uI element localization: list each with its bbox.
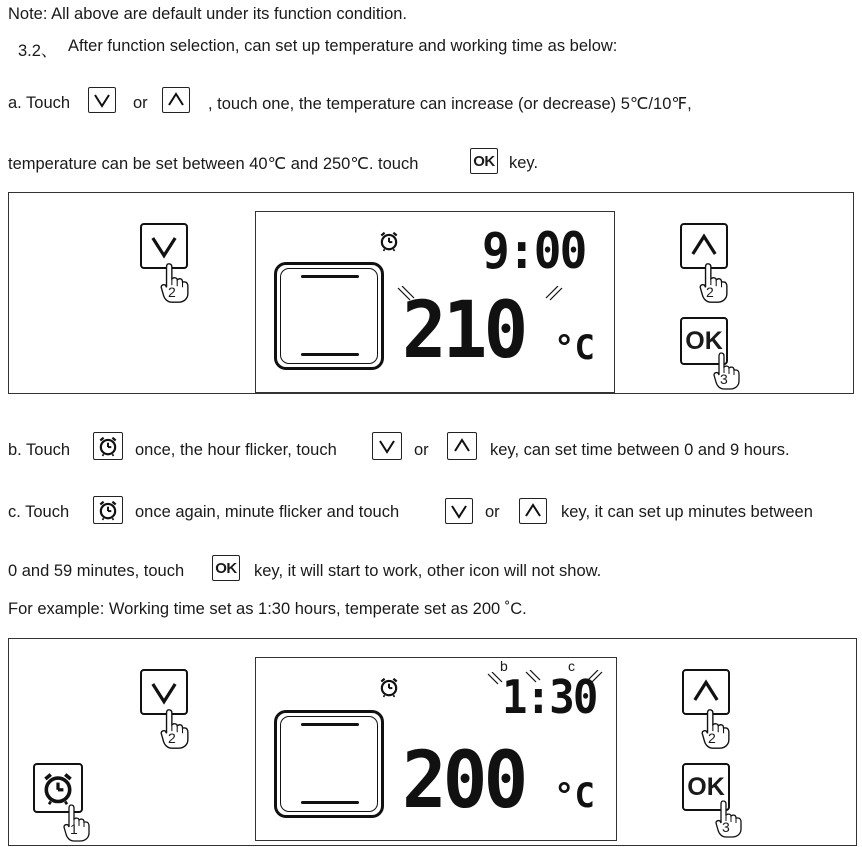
up-key-inline xyxy=(519,498,547,524)
temperature-readout: 210 xyxy=(402,286,525,376)
ok-button-label: OK xyxy=(687,772,725,801)
temp-range-text: temperature can be set between 40℃ and 250℃. touch xyxy=(8,155,419,173)
ok-key-inline: OK xyxy=(212,555,240,581)
lcd-display xyxy=(255,657,617,841)
step-number: 2 xyxy=(708,730,716,746)
chevron-up-icon xyxy=(523,501,543,521)
oven-icon xyxy=(274,710,384,818)
down-key-inline xyxy=(88,87,116,113)
control-panel-diagram-1 xyxy=(8,192,854,394)
b-mid: once, the hour flicker, touch xyxy=(135,441,337,459)
chevron-down-icon xyxy=(148,676,180,708)
example-text: For example: Working time set as 1:30 hours, temperate set as 200 ˚C. xyxy=(8,600,527,618)
alarm-clock-icon xyxy=(40,770,76,806)
step-number: 2 xyxy=(706,284,714,300)
up-key-inline xyxy=(447,432,477,460)
chevron-up-icon xyxy=(688,230,720,262)
b-or: or xyxy=(414,441,429,459)
section-text: After function selection, can set up temperature and working time as below: xyxy=(68,37,618,55)
chevron-up-icon xyxy=(690,676,722,708)
up-key-inline xyxy=(162,87,190,113)
b-prefix: b. Touch xyxy=(8,441,71,459)
a-or: or xyxy=(133,94,148,112)
time-readout: 1:30 xyxy=(502,670,597,724)
temperature-readout: 200 xyxy=(402,736,525,826)
chevron-down-icon xyxy=(148,230,180,262)
down-key-inline xyxy=(445,498,473,524)
c-mid: once again, minute flicker and touch xyxy=(135,503,400,521)
down-key-inline xyxy=(372,432,402,460)
lcd-display xyxy=(255,211,615,393)
label-b: b xyxy=(500,658,508,674)
alarm-clock-icon xyxy=(378,230,400,252)
temp-key-suffix: key. xyxy=(509,154,539,172)
alarm-clock-icon xyxy=(378,676,400,698)
a-suffix: , touch one, the temperature can increase (or decrease) 5℃/10℉, xyxy=(208,95,692,113)
timer-key-inline xyxy=(93,432,123,460)
c-or: or xyxy=(485,503,500,521)
chevron-down-icon xyxy=(449,501,469,521)
ok-key-inline: OK xyxy=(470,148,498,174)
step-number: 1 xyxy=(70,821,78,837)
minutes-text: 0 and 59 minutes, touch xyxy=(8,562,185,580)
b-suffix: key, can set time between 0 and 9 hours. xyxy=(490,441,790,459)
ok-button-label: OK xyxy=(685,326,723,355)
timer-key-inline xyxy=(93,496,123,524)
chevron-up-icon xyxy=(166,90,186,110)
alarm-clock-icon xyxy=(97,435,119,457)
c-suffix: key, it can set up minutes between xyxy=(561,503,813,521)
section-number: 3.2、 xyxy=(18,42,58,60)
label-c: c xyxy=(568,658,575,674)
chevron-down-icon xyxy=(92,90,112,110)
oven-icon xyxy=(274,262,384,370)
alarm-clock-icon xyxy=(97,499,119,521)
chevron-up-icon xyxy=(452,436,472,456)
c-prefix: c. Touch xyxy=(8,503,70,521)
note-text: Note: All above are default under its function condition. xyxy=(8,5,408,23)
a-prefix: a. Touch xyxy=(8,94,71,112)
flicker-marks-icon xyxy=(544,286,564,310)
minutes-suffix: key, it will start to work, other icon will not show. xyxy=(254,562,602,580)
celsius-unit: °C xyxy=(554,328,595,368)
control-panel-diagram-2 xyxy=(8,638,857,846)
chevron-down-icon xyxy=(377,436,397,456)
step-number: 2 xyxy=(168,284,176,300)
step-number: 3 xyxy=(720,371,728,387)
time-readout: 9:00 xyxy=(482,222,586,280)
step-number: 2 xyxy=(168,730,176,746)
step-number: 3 xyxy=(722,819,730,835)
celsius-unit: °C xyxy=(554,776,595,816)
